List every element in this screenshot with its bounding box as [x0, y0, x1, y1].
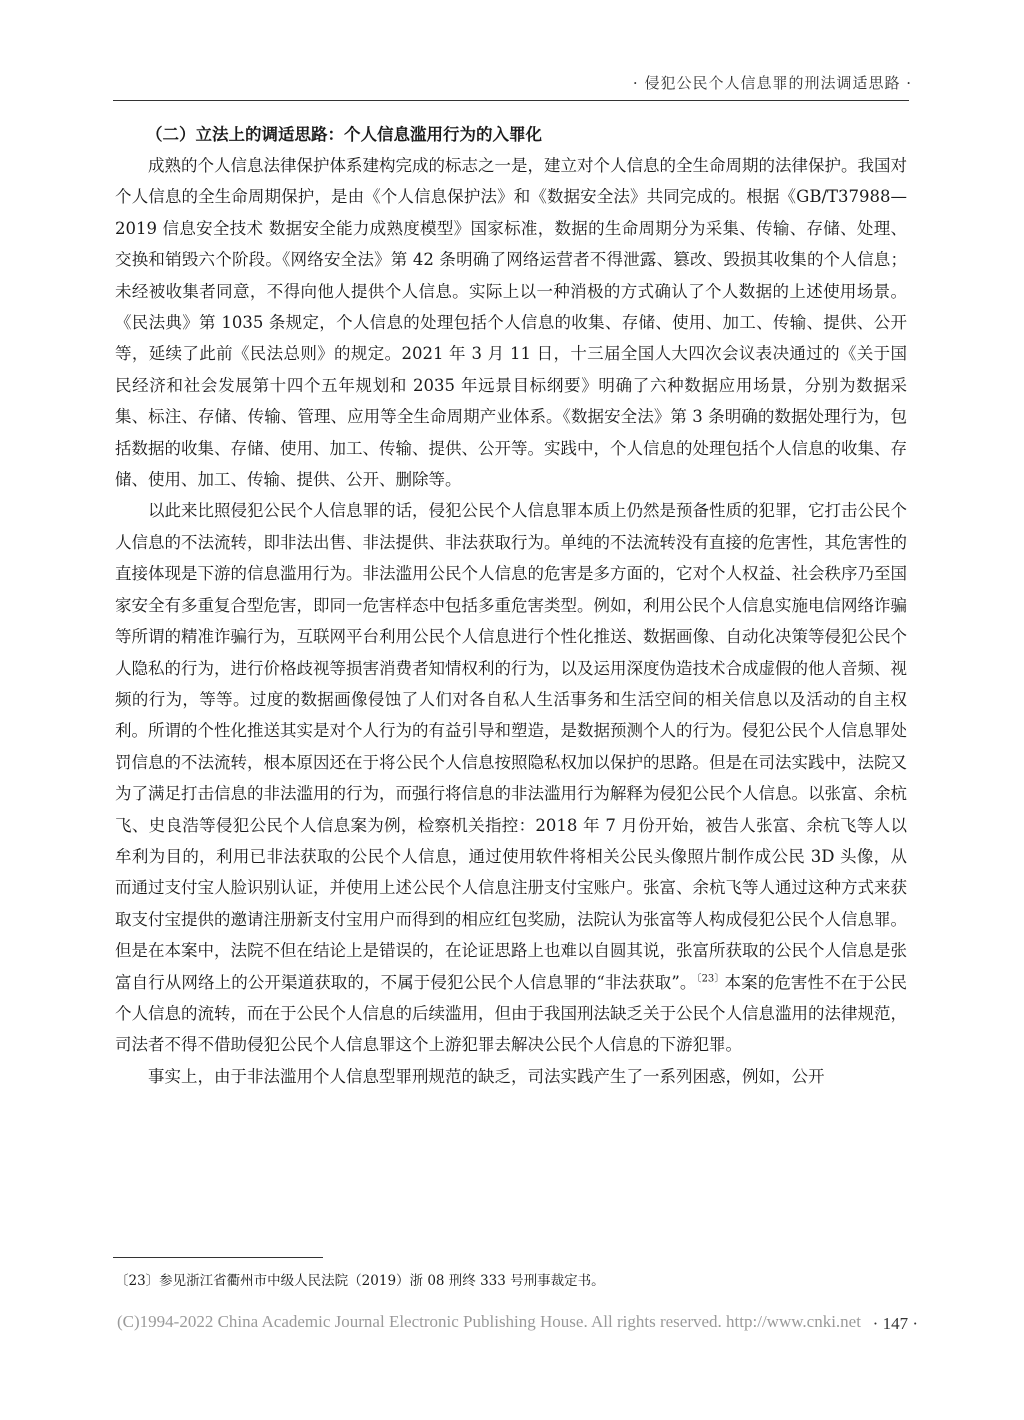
paragraph-2 — [115, 495, 907, 1060]
article-body — [115, 120, 907, 1092]
running-header: · 侵犯公民个人信息罪的刑法调适思路 · — [632, 74, 912, 92]
paragraph-2-tail: 本案的危害性不在于公民个人信息的流转，而在于公民个人信息的后续滥用，但由于我国刑法缺乏关于公民个人信息滥用的法律规范，司法者不得不借助侵犯公民个人信息罪这个上游犯罪去解决公民个人信息的下游犯罪。 — [115, 972, 907, 1055]
paragraph-2-text: 以此来比照侵犯公民个人信息罪的话，侵犯公民个人信息罪本质上仍然是预备性质的犯罪，它打击公民个人信息的不法流转，即非法出售、非法提供、非法获取行为。单纯的不法流转没有直接的危害性，其危害性的直接体现是下游的信息滥用行为。非法滥用公民个人信息的危害是多方面的，它对个人权益、社会秩序乃至国家安全有多重复合型危害，即同一危害样态中包括多重危害类型。例如，利用公民个人信息实施电信网络诈骗等所谓的精准诈骗行为，互联网平台利用公民个人信息进行个性化推送、数据画像、自动化决策等侵犯公民个人隐私的行为，进行价格歧视等损害消费者知情权利的行为，以及运用深度伪造技术合成虚假的他人音频、视频的行为，等等。过度的数据画像侵蚀了人们对各自私人生活事务和生活空间的相关信息以及活动的自主权利。所谓的个性化推送其实是对个人行为的有益引导和塑造，是数据预测个人的行为。侵犯公民个人信息罪处罚信息的不法流转，根本原因还在于将公民个人信息按照隐私权加以保护的思路。但是在司法实践中，法院又为了满足打击信息的非法滥用的行为，而强行将信息的非法滥用行为解释为侵犯公民个人信息。以张富、余杭飞、史良浩等侵犯公民个人信息案为例，检察机关指控：2018 年 7 月份开始，被告人张富、余杭飞等人以牟利为目的，利用已非法获取的公民个人信息，通过使用软件将相关公民头像照片制作成公民 3D 头像，从而通过支付宝人脸识别认证，并使用上述公民个人信息注册支付宝账户。张富、余杭飞等人通过这种方式来获取支付宝提供的邀请注册新支付宝用户而得到的相应红包奖励，法院认为张富等人构成侵犯公民个人信息罪。但是在本案中，法院不但在结论上是错误的，在论证思路上也难以自圆其说，张富所获取的公民个人信息是张富自行从网络上的公开渠道获取的，不属于侵犯公民个人信息罪的“非法获取”。 — [115, 501, 907, 992]
paragraph-1: 成熟的个人信息法律保护体系建构完成的标志之一是，建立对个人信息的全生命周期的法律保护。我国对个人信息的全生命周期保护，是由《个人信息保护法》和《数据安全法》共同完成的。根据《GB/T37988—2019 信息安全技术 数据安全能力成熟度模型》国家标准，数据的生命周期分为采集、传输、存储、处理、交换和销毁六个阶段。《网络安全法》第 42 条明确了网络运营者不得泄露、篡改、毁损其收集的个人信息；未经被收集者同意，不得向他人提供个人信息。实际上以一种消极的方式确认了个人数据的上述使用场景。《民法典》第 1035 条规定，个人信息的处理包括个人信息的收集、存储、使用、加工、传输、提供、公开等，延续了此前《民法总则》的规定。2021 年 3 月 11 日，十三届全国人大四次会议表决通过的《关于国民经济和社会发展第十四个五年规划和 2035 年远景目标纲要》明确了六种数据应用场景，分别为数据采集、标注、存储、传输、管理、应用等全生命周期产业体系。《数据安全法》第 3 条明确的数据处理行为，包括数据的收集、存储、使用、加工、传输、提供、公开等。实践中，个人信息的处理包括个人信息的收集、存储、使用、加工、传输、提供、公开、删除等。 — [115, 156, 907, 490]
page-number: · 147 · — [872, 1314, 918, 1333]
footnote-ref-23[interactable]: 〔23〕 — [696, 973, 725, 985]
footnote-rule — [113, 1257, 323, 1258]
paragraph-3: 事实上，由于非法滥用个人信息型罪刑规范的缺乏，司法实践产生了一系列困惑，例如，公开 — [148, 1066, 825, 1086]
footnote-23: 〔23〕参见浙江省衢州市中级人民法院（2019）浙 08 刑终 333 号刑事裁定书。 — [115, 1273, 605, 1289]
header-rule — [113, 100, 909, 101]
section-title: （二）立法上的调适思路：个人信息滥用行为的入罪化 — [146, 125, 542, 144]
copyright-watermark: (C)1994-2022 China Academic Journal Electronic Publishing House. All rights reserved. http://www.cnki.net — [117, 1312, 861, 1331]
